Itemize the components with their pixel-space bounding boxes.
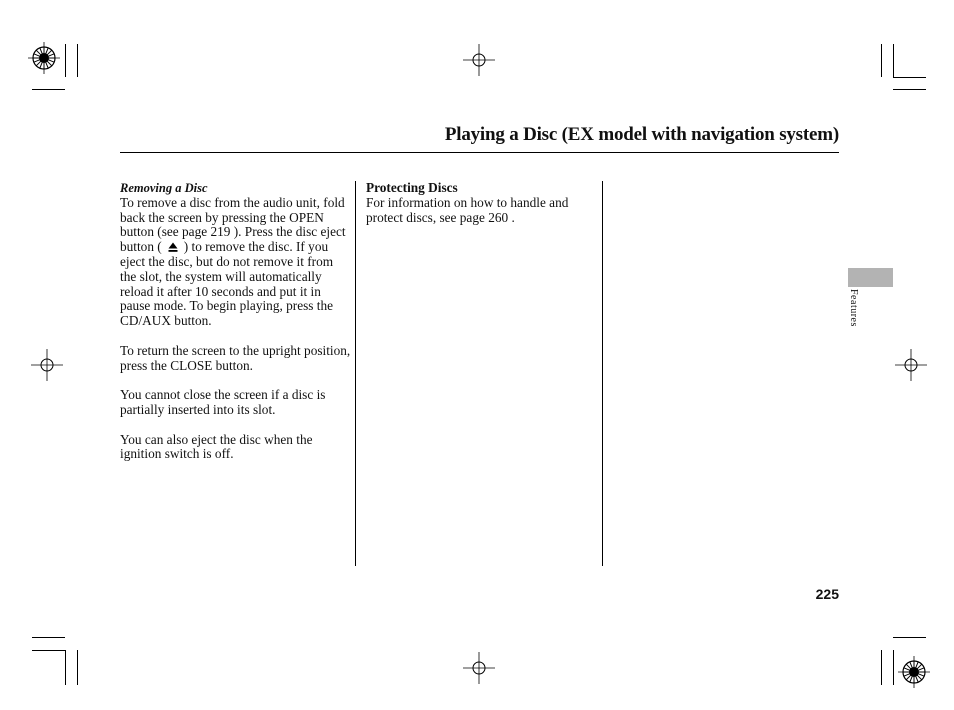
section-tab-label: Features (848, 289, 859, 327)
section-subhead: Protecting Discs (366, 180, 458, 195)
crop-mark (32, 89, 65, 90)
left-column (120, 181, 352, 477)
crop-mark (32, 650, 65, 651)
crop-mark (893, 89, 926, 90)
middle-column (366, 181, 598, 240)
paragraph: You can also eject the disc when the ignition switch is off. (120, 431, 313, 462)
section-tab (848, 268, 893, 287)
paragraph (120, 196, 352, 329)
crop-mark (77, 44, 78, 77)
section-subhead: Removing a Disc (120, 181, 208, 195)
registration-crosshair-icon (895, 349, 927, 381)
eject-icon (168, 242, 178, 252)
crop-mark (893, 637, 926, 638)
page-number: 225 (815, 586, 839, 602)
registration-crosshair-icon (31, 349, 63, 381)
crop-mark (881, 44, 882, 77)
registration-starburst-icon (28, 42, 60, 74)
paragraph: You cannot close the screen if a disc is partially inserted into its slot. (120, 387, 326, 417)
crop-mark (65, 650, 66, 685)
crop-mark (77, 650, 78, 685)
paragraph: To return the screen to the upright position, press the CLOSE button. (120, 342, 351, 373)
crop-mark (881, 650, 882, 685)
column-divider (355, 181, 356, 566)
registration-starburst-icon (898, 656, 930, 688)
crop-mark (65, 44, 66, 77)
paragraph-text: ) to remove the disc. If you eject the disc, but do not remove it from the slot, the system will automatically reload it after 10 seconds and put it in pause mode. To begin playing, press the CD/AUX button. (120, 239, 334, 329)
crop-mark (893, 44, 894, 77)
paragraph: For information on how to handle and protect discs, see page 260 . (366, 194, 569, 225)
page-title: Playing a Disc (EX model with navigation system) (444, 124, 839, 145)
title-rule (120, 152, 839, 153)
crop-mark (893, 650, 894, 685)
paragraph-text: To remove a disc from the audio unit, fold back the screen by pressing the OPEN button (see page 219 ). Press the disc eject button ( (120, 194, 346, 255)
column-divider (602, 181, 603, 566)
registration-crosshair-icon (463, 652, 495, 684)
crop-mark (32, 637, 65, 638)
registration-crosshair-icon (463, 44, 495, 76)
crop-mark (893, 77, 926, 78)
